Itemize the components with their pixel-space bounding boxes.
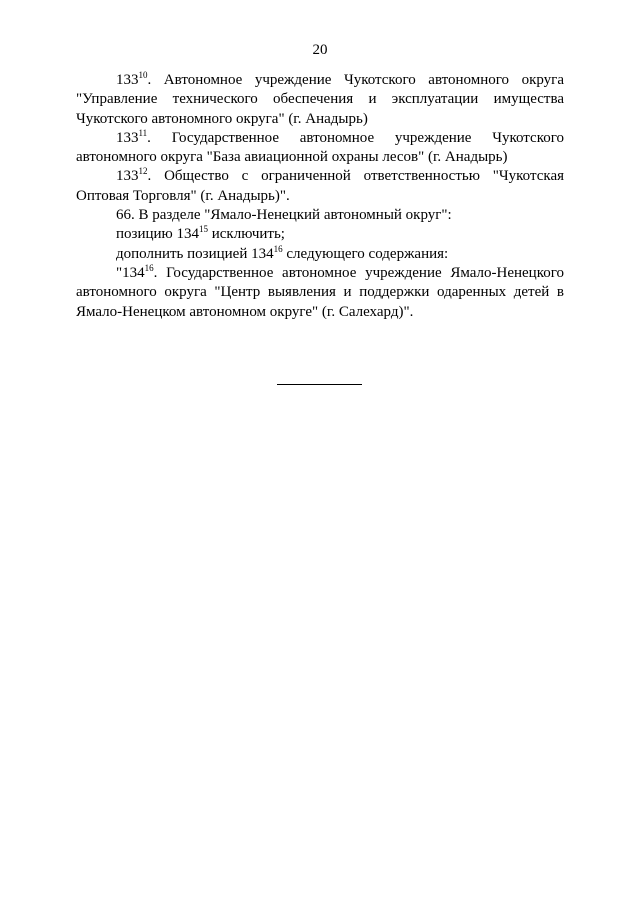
end-separator-line bbox=[277, 384, 362, 385]
item-number: 133 bbox=[116, 129, 139, 146]
item-text: . Государственное автономное учреждение Чукотского автономного округа "База авиационной охраны лесов" (г. Анадырь) bbox=[76, 129, 564, 166]
add-position-line bbox=[76, 245, 564, 264]
item-superscript: 16 bbox=[144, 262, 154, 273]
item-superscript: 15 bbox=[199, 224, 208, 235]
item-134-16 bbox=[76, 264, 564, 322]
item-text: . Государственное автономное учреждение Ямало-Ненецкого автономного округа "Центр выявления и поддержки одаренных детей в Ямало-Ненецком автономном округе" (г. Салехард)". bbox=[76, 264, 564, 320]
item-133-10 bbox=[76, 71, 564, 129]
section-66-heading bbox=[76, 206, 564, 225]
item-number: "134 bbox=[116, 264, 145, 281]
paragraph-text-start: позицию 134 bbox=[116, 226, 199, 243]
item-number: 133 bbox=[116, 168, 139, 185]
page-number: 20 bbox=[312, 42, 328, 58]
item-number: 133 bbox=[116, 72, 139, 88]
paragraph-text-end: следующего содержания: bbox=[282, 245, 449, 262]
exclude-position-line bbox=[76, 225, 564, 244]
document-body bbox=[76, 71, 564, 322]
item-text: . Общество с ограниченной ответственностью "Чукотская Оптовая Торговля" (г. Анадырь)". bbox=[76, 168, 564, 204]
item-133-11 bbox=[76, 129, 564, 168]
item-superscript: 12 bbox=[138, 166, 148, 177]
item-superscript: 10 bbox=[138, 70, 148, 80]
item-superscript: 16 bbox=[273, 243, 283, 254]
paragraph-text: 66. В разделе "Ямало-Ненецкий автономный округ": bbox=[116, 207, 452, 224]
item-superscript: 11 bbox=[138, 127, 148, 138]
paragraph-text-start: дополнить позицией 134 bbox=[116, 245, 274, 262]
paragraph-text-end: исключить; bbox=[208, 226, 285, 243]
item-text: . Автономное учреждение Чукотского автономного округа "Управление технического обеспечения и эксплуатации имущества Чукотского автономного округа" (г. Анадырь) bbox=[76, 72, 564, 127]
item-133-12 bbox=[76, 167, 564, 206]
